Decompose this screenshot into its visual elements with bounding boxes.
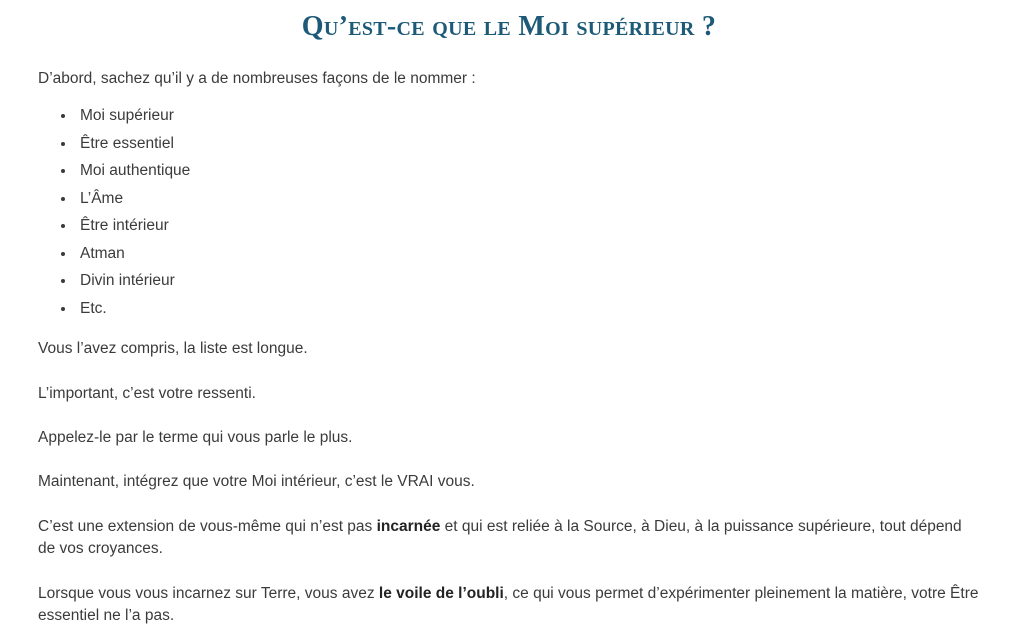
paragraph-appelez-le: Appelez-le par le terme qui vous parle le plus. [38,429,353,446]
paragraph-ressenti: L’important, c’est votre ressenti. [38,384,256,402]
paragraph-vrai-vous: Maintenant, intégrez que votre Moi intérieur, c’est le VRAI vous. [38,473,475,491]
paragraph-voile-after: , ce qui vous permet d’expérimenter pleinement la matière, votre Être essentiel ne l’a pas. [38,584,979,625]
list-item: • Atman [76,246,980,262]
list-item: • L’Âme [76,191,980,207]
article-body [0,68,1018,628]
list-item: • Moi authentique [76,163,980,179]
list-item: • Divin intérieur [76,273,980,289]
paragraph-extension [38,516,980,561]
page-title: Qu’est-ce que le Moi supérieur ? [301,11,717,42]
list-item: • Moi supérieur [76,108,980,124]
list-item: • Être intérieur [76,218,980,234]
paragraph-voile [38,583,980,628]
paragraph-extension-emphasis: incarnée [376,517,441,535]
paragraph-liste-longue: Vous l’avez compris, la liste est longue. [38,340,308,358]
list-item: • Etc. [76,301,980,317]
intro-paragraph: D’abord, sachez qu’il y a de nombreuses façons de le nommer : [38,69,476,87]
document-page [0,10,1018,641]
paragraph-extension-before: C’est une extension de vous-même qui n’est pas [38,517,377,535]
paragraph-extension-after: et qui est reliée à la Source, à Dieu, à la puissance supérieure, tout dépend de vos croyances. [38,517,962,558]
term-list [38,108,980,316]
paragraph-voile-emphasis: le voile de l’oubli [378,584,504,602]
list-item: • Être essentiel [76,136,980,152]
paragraph-voile-before: Lorsque vous vous incarnez sur Terre, vous avez [38,584,379,602]
